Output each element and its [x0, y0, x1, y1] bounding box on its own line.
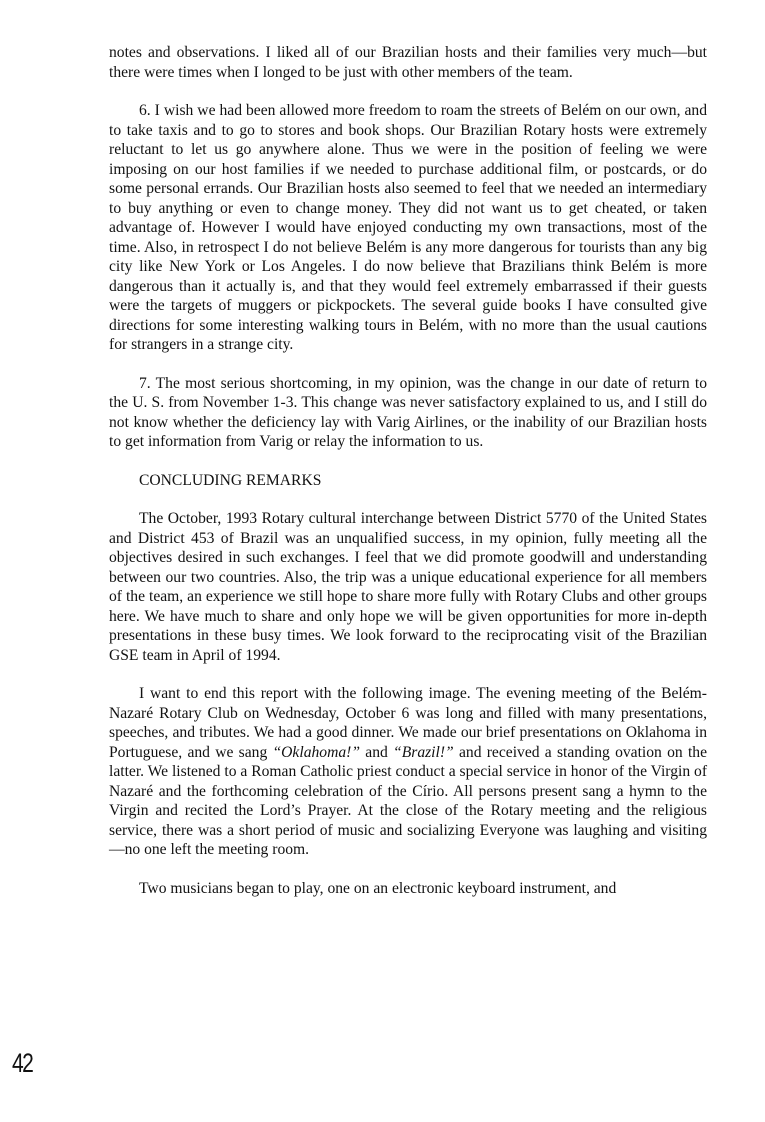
paragraph-point-6: 6. I wish we had been allowed more freedom to roam the streets of Belém on our own, and to take taxis and to go to stores and book shops. Our Brazilian Rotary hosts were extremely reluctant to let us go anywhere alone. Thus we were in the position of feeling we were imposing on our host families if we needed to purchase additional film, or postcards, or do some personal errands. Our Brazilian hosts also seemed to feel that we needed an intermediary to buy anything or even to change money. They did not want us to get cheated, or taken advantage of. However I would have enjoyed conducting my own transactions, most of the time. Also, in retrospect I do not believe Belém is any more dangerous for tourists than any big city like New York or Los Angeles. I do now believe that Brazilians think Belém is more dangerous than it actually is, and that they would feel extremely embarrassed if their guests were the targets of muggers or pickpockets. The several guide books I have consulted give directions for some interesting walking tours in Belém, with no more than the usual cautions for strangers in a strange city. [109, 102, 707, 353]
section-heading-concluding-remarks: CONCLUDING REMARKS [139, 471, 322, 489]
song-title-brazil: “Brazil!” [393, 743, 454, 761]
text-run: and received a standing ovation on the latter. We listened to a Roman Catholic priest conduct a special service in honor of the Virgin of Nazaré and the forthcoming celebration of the Círio. All persons present sang a hymn to the Virgin and recited the Lord’s Prayer. At the close of the Rotary meeting and the religious service, there was a short period of music and socializing Everyone was laughing and visiting—no one left the meeting room. [109, 743, 708, 858]
paragraph-conclusion: The October, 1993 Rotary cultural interchange between District 5770 of the United States and District 453 of Brazil was an unqualified success, in my opinion, fully meeting all the objectives desired in such exchanges. I feel that we did promote goodwill and understanding between our two countries. Also, the trip was a unique educational experience for all members of the team, an experience we still hope to share more fully with Rotary Clubs and other groups here. We have much to share and only hope we will be given opportunities for more in-depth presentations in these busy times. We look forward to the reciprocating visit of the Brazilian GSE team in April of 1994. [109, 510, 707, 664]
text-run: I want to end this report with the following image. The evening meeting of the Belém-Nazaré Rotary Club on Wednesday, October 6 was long and filled with many presentations, speeches, and tributes. We had a good dinner. We made our brief presentations on Oklahoma in Portuguese, and we sang [109, 685, 707, 761]
song-title-oklahoma: “Oklahoma!” [272, 743, 361, 761]
page-number: 42 [12, 1048, 33, 1078]
paragraph-final-image [109, 684, 707, 860]
paragraph-musicians: Two musicians began to play, one on an electronic keyboard instrument, and [139, 879, 617, 897]
paragraph-hosts-observations: notes and observations. I liked all of our Brazilian hosts and their families very much—but there were times when I longed to be just with other members of the team. [109, 44, 707, 81]
paragraph-point-7: 7. The most serious shortcoming, in my opinion, was the change in our date of return to the U. S. from November 1-3. This change was never satisfactory explained to us, and I still do not know whether the deficiency lay with Varig Airlines, or the inability of our Brazilian hosts to get information from Varig or relay the information to us. [109, 374, 707, 450]
body-text [109, 43, 707, 898]
text-run: and [360, 743, 394, 761]
